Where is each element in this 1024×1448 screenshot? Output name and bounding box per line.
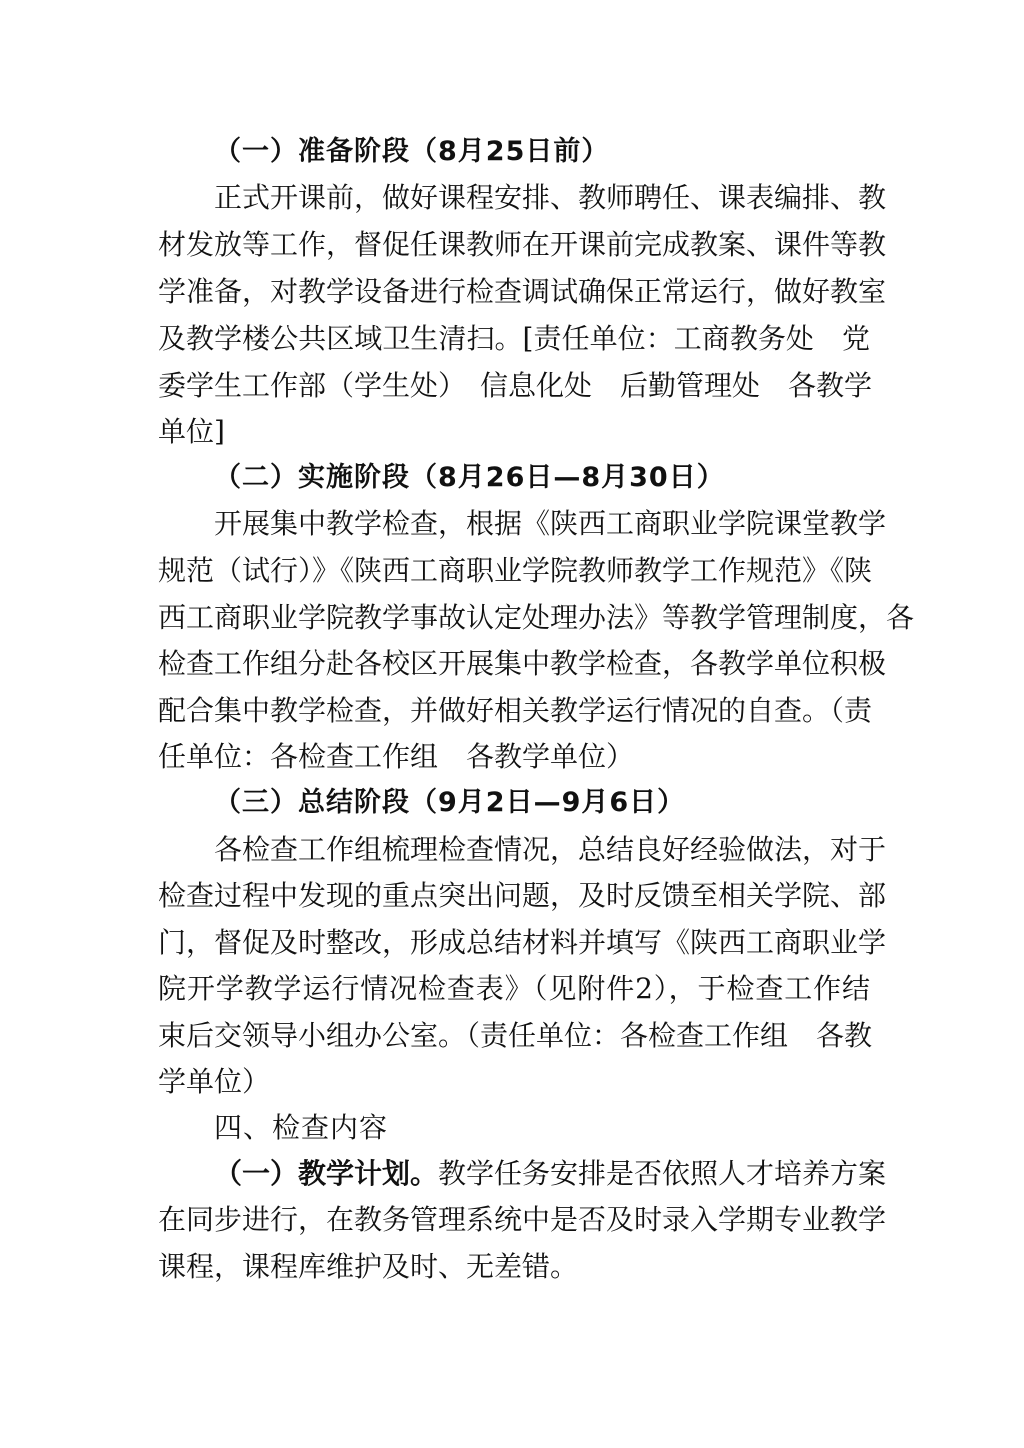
stage2-line: 检查工作组分赴各校区开展集中教学检查，各教学单位积极 <box>158 647 887 680</box>
stage1-line: 单位] <box>158 415 225 448</box>
section4-heading: 四、检查内容 <box>214 1111 389 1144</box>
stage3-line: 各检查工作组梳理检查情况，总结良好经验做法，对于 <box>214 833 887 866</box>
stage2-line: 配合集中教学检查，并做好相关教学运行情况的自查。（责 <box>158 694 873 727</box>
stage2-line: 西工商职业学院教学事故认定处理办法》等教学管理制度，各 <box>158 601 915 634</box>
stage3-line: 院开学教学运行情况检查表》（见附件2），于检查工作结 <box>158 972 870 1005</box>
stage1-line: 正式开课前，做好课程安排、教师聘任、课表编排、教 <box>214 181 887 214</box>
stage3-line: 学单位） <box>158 1065 271 1098</box>
section4-item1-line: 在同步进行，在教务管理系统中是否及时录入学期专业教学 <box>158 1203 887 1236</box>
stage2-line: 任单位：各检查工作组 各教学单位） <box>158 740 635 773</box>
stage1-line: 委学生工作部（学生处） 信息化处 后勤管理处 各教学 <box>158 369 873 402</box>
section4-item1-line: 课程，课程库维护及时、无差错。 <box>158 1250 579 1283</box>
stage1-heading: （一）准备阶段（8月25日前） <box>214 136 610 167</box>
stage1-line: 学准备，对教学设备进行检查调试确保正常运行，做好教室 <box>158 275 887 308</box>
stage3-line: 门，督促及时整改，形成总结材料并填写《陕西工商职业学 <box>158 926 887 959</box>
stage3-line: 检查过程中发现的重点突出问题，及时反馈至相关学院、部 <box>158 879 887 912</box>
stage3-line: 束后交领导小组办公室。（责任单位：各检查工作组 各教 <box>158 1019 873 1052</box>
item1-text: 教学任务安排是否依照人才培养方案 <box>438 1157 887 1190</box>
stage2-line: 开展集中教学检查，根据《陕西工商职业学院课堂教学 <box>214 507 887 540</box>
stage3-heading: （三）总结阶段（9月2日—9月6日） <box>214 787 686 818</box>
item1-label: （一）教学计划。 <box>214 1157 439 1190</box>
stage2-line: 规范（试行）》《陕西工商职业学院教师教学工作规范》《陕 <box>158 554 873 587</box>
section4-item1-line <box>214 1154 887 1194</box>
stage2-heading: （二）实施阶段（8月26日—8月30日） <box>214 462 725 493</box>
stage1-line: 及教学楼公共区域卫生清扫。[责任单位：工商教务处 党 <box>158 322 870 355</box>
stage1-line: 材发放等工作，督促任课教师在开课前完成教案、课件等教 <box>158 228 887 261</box>
